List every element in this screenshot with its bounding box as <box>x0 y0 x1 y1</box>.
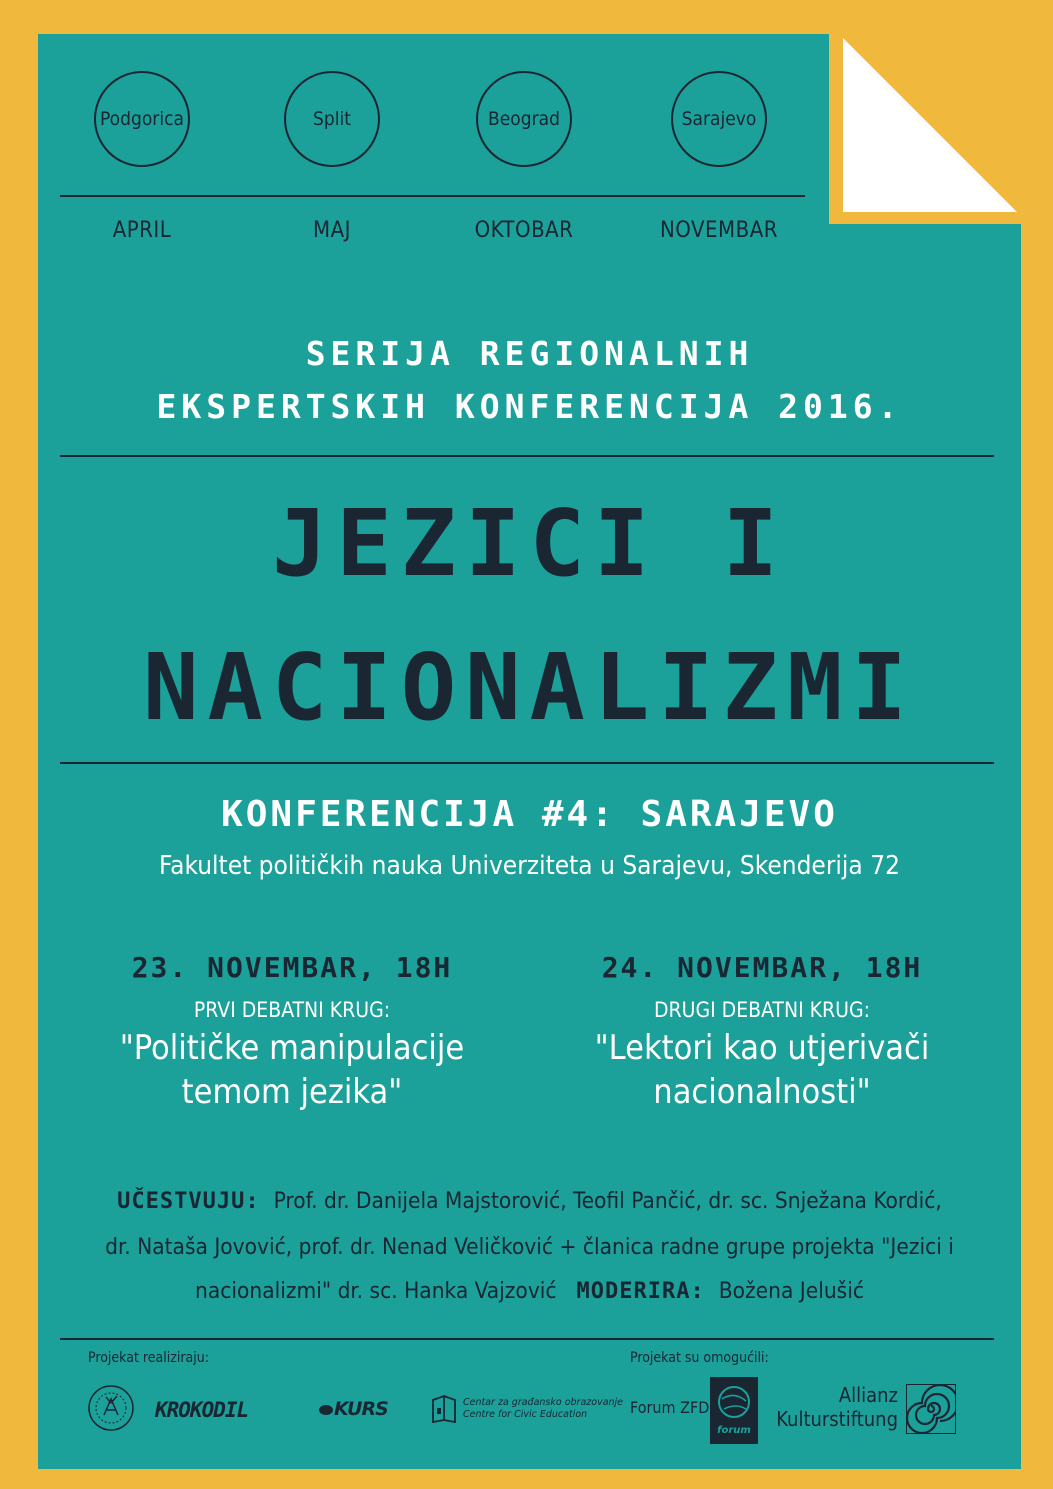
session-2-round: DRUGI DEBATNI KRUG: <box>653 998 871 1022</box>
participants-text-line1: Prof. dr. Danijela Majstorović, Teofil Pančić, dr. sc. Snježana Kordić, <box>273 1188 942 1214</box>
participants-label: UČESTVUJU: <box>117 1189 260 1214</box>
realized-label: Projekat realiziraju: <box>88 1350 209 1366</box>
conference-heading: KONFERENCIJA #4: SARAJEVO <box>221 794 838 835</box>
cities-divider <box>60 195 805 197</box>
participants-line3 <box>70 1268 989 1315</box>
participants-text-line2: dr. Nataša Jovović, prof. dr. Nenad Veličković + članica radne grupe projekta "Jezici i <box>105 1234 954 1260</box>
participants-line2 <box>70 1224 989 1270</box>
series-title-line2: EKSPERTSKIH KONFERENCIJA 2016. <box>156 387 903 426</box>
session-1-date: 23. NOVEMBAR, 18H <box>131 951 453 984</box>
session-2-date: 24. NOVEMBAR, 18H <box>601 951 923 984</box>
participants-text-line3: nacionalizmi" dr. sc. Hanka Vajzović <box>195 1278 557 1304</box>
main-title-line1: JEZICI I <box>271 490 788 597</box>
cgo-logo <box>430 1394 623 1424</box>
allianz-line2: Kulturstiftung <box>776 1407 898 1431</box>
footer-divider <box>60 1338 994 1340</box>
session-1-topic <box>67 1026 517 1114</box>
month-april: APRIL <box>112 218 172 243</box>
session-2-topic-line2: nacionalnosti" <box>653 1072 871 1113</box>
cgo-text-line2: Centre for Civic Education <box>463 1409 588 1420</box>
participants-line1 <box>70 1178 989 1225</box>
kurs-mark-icon <box>318 1402 334 1416</box>
city-podgorica: Podgorica <box>94 71 190 167</box>
conference-venue: Fakultet političkih nauka Univerziteta u Sarajevu, Skenderija 72 <box>159 851 900 881</box>
month-oktobar: OKTOBAR <box>474 218 574 243</box>
seal-logo-icon <box>86 1383 136 1433</box>
city-beograd: Beograd <box>476 71 572 167</box>
forum-globe-icon <box>710 1377 758 1427</box>
series-title-line1: SERIJA REGIONALNIH <box>305 334 754 373</box>
allianz-spiral-icon <box>906 1384 956 1434</box>
session-1-topic-line1: "Političke manipulacije <box>119 1028 465 1068</box>
city-sarajevo: Sarajevo <box>671 71 767 167</box>
title-top-divider <box>60 455 994 457</box>
enabled-label: Projekat su omogućili: <box>630 1350 769 1366</box>
allianz-line1: Allianz <box>838 1383 898 1407</box>
kurs-logo-text: KURS <box>334 1398 388 1420</box>
cgo-book-icon <box>430 1394 458 1424</box>
session-2-topic-line1: "Lektori kao utjerivači <box>594 1028 930 1068</box>
allianz-logo-text <box>760 1383 898 1431</box>
session-1-topic-line2: temom jezika" <box>181 1072 403 1113</box>
month-maj: MAJ <box>313 218 351 243</box>
forum-logo <box>710 1377 758 1444</box>
session-1 <box>67 951 517 1114</box>
session-2-topic <box>537 1026 987 1114</box>
kurs-logo <box>318 1398 388 1420</box>
session-2 <box>537 951 987 1114</box>
cgo-text-line1: Centar za građansko obrazovanje <box>463 1397 624 1408</box>
title-bottom-divider <box>60 762 994 764</box>
moderator-name: Božena Jelušić <box>718 1278 864 1304</box>
forum-logo-text: forum <box>717 1425 751 1436</box>
moderator-label: MODERIRA: <box>576 1279 705 1304</box>
month-novembar: NOVEMBAR <box>660 218 778 243</box>
main-title-line2: NACIONALIZMI <box>143 634 916 741</box>
city-split: Split <box>284 71 380 167</box>
session-1-round: PRVI DEBATNI KRUG: <box>193 998 391 1022</box>
forum-zfd-label: Forum ZFD <box>630 1398 710 1417</box>
krokodil-logo: KROKODIL <box>155 1398 249 1422</box>
